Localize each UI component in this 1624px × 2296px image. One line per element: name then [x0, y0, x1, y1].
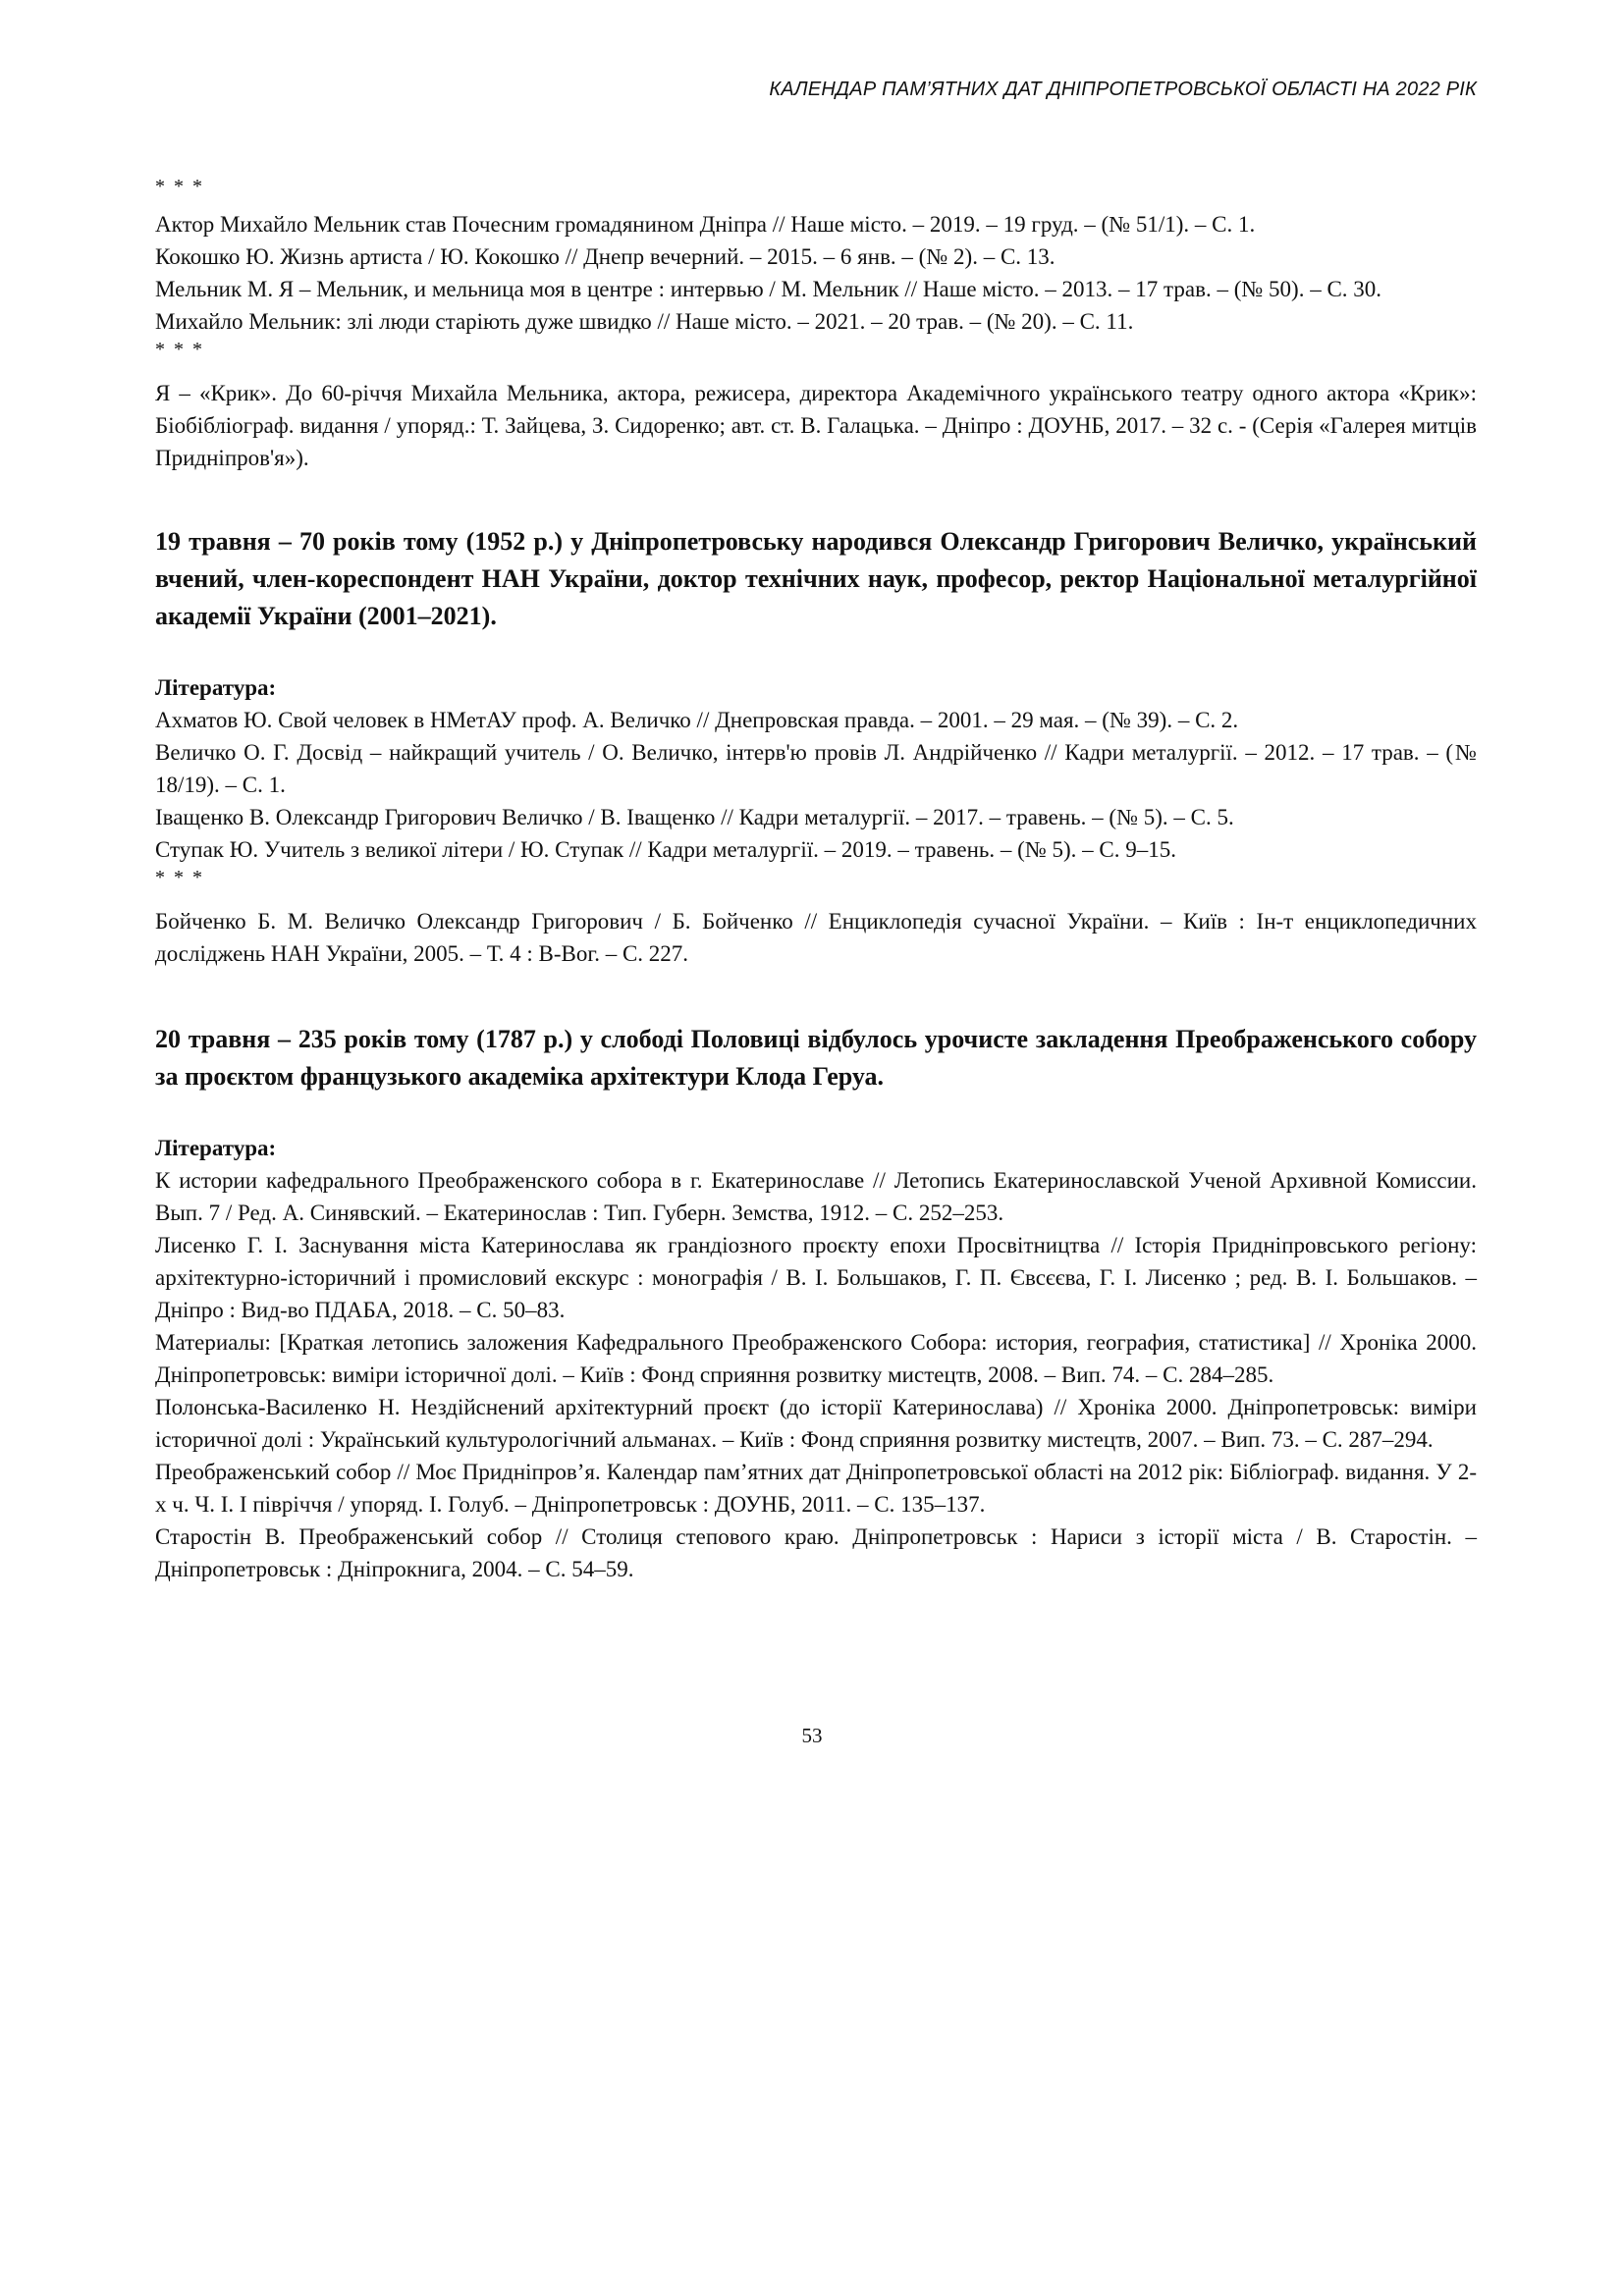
bibliography-entry: Михайло Мельник: злі люди старіють дуже швидко // Наше місто. – 2021. – 20 трав. – (№ 20). – С. 11.	[155, 309, 1134, 334]
event-section-cathedral	[155, 1021, 1477, 1585]
bibliography-entry: Ступак Ю. Учитель з великої літери / Ю. Ступак // Кадри металургії. – 2019. – травень. – (№ 5). – С. 9–15.	[155, 837, 1177, 862]
bibliography-entry: Актор Михайло Мельник став Почесним громадянином Дніпра // Наше місто. – 2019. – 19 груд. – (№ 51/1). – С. 1.	[155, 212, 1256, 237]
bibliography-entry: Лисенко Г. І. Заснування міста Катеринослава як грандіозного проєкту епохи Просвітництва // Історія Придніпровського регіону: архітектурно-історичний і промисловий екскурс : монографія / В. І. Большаков, Г. П. Євсєєва, Г. І. Лисенко ; ред. В. І. Большаков. – Дніпро : Вид-во ПДАБА, 2018. – С. 50–83.	[155, 1233, 1477, 1322]
event-title: 19 травня – 70 років тому (1952 р.) у Дніпропетровську народився Олександр Григорович Величко, український вчений, член-кореспондент НАН України, доктор технічних наук, професор, ректор Національної металургійної академії України (2001–2021).	[155, 527, 1477, 630]
page-number: 53	[801, 1724, 823, 1747]
event-title: 20 травня – 235 років тому (1787 р.) у слободі Половиці відбулось урочисте закладення Преображенського собору за проєктом французького академіка архітектури Клода Геруа.	[155, 1025, 1477, 1091]
bibliography-entry: Ахматов Ю. Свой человек в НМетАУ проф. А. Величко // Днепровская правда. – 2001. – 29 мая. – (№ 39). – С. 2.	[155, 708, 1239, 732]
bibliography-entry: К истории кафедрального Преображенского собора в г. Екатеринославе // Летопись Екатеринославской Ученой Архивной Комиссии. Вып. 7 / Ред. А. Синявский. – Екатеринослав : Тип. Губерн. Земства, 1912. – С. 252–253.	[155, 1168, 1477, 1225]
event-section-velychko	[155, 523, 1477, 970]
bibliography-entry: Бойченко Б. М. Величко Олександр Григорович / Б. Бойченко // Енциклопедія сучасної України. – Київ : Ін-т енциклопедичних досліджень НАН України, 2005. – Т. 4 : В-Вог. – С. 227.	[155, 909, 1477, 966]
bibliography-block-melnyk	[155, 175, 1477, 474]
bibliography-entry: Старостін В. Преображенський собор // Столиця степового краю. Дніпропетровськ : Нариси з історії міста / В. Старостін. – Дніпропетровськ : Дніпрокнига, 2004. – С. 54–59.	[155, 1524, 1477, 1581]
bibliography-entry: Полонська-Василенко Н. Нездійснений архітектурний проєкт (до історії Катеринослава) // Хроніка 2000. Дніпропетровськ: виміри історичної долі : Український культурологічний альманах. – Київ : Фонд сприяння розвитку мистецтв, 2007. – Вип. 73. – С. 287–294.	[155, 1395, 1477, 1452]
bibliography-entry: Преображенський собор // Моє Придніпров’я. Календар пам’ятних дат Дніпропетровської області на 2012 рік: Бібліограф. видання. У 2-х ч. Ч. І. І півріччя / упоряд. І. Голуб. – Дніпропетровськ : ДОУНБ, 2011. – С. 135–137.	[155, 1460, 1477, 1517]
separator: * * *	[155, 176, 204, 197]
literature-label: Література:	[155, 1136, 277, 1160]
separator: * * *	[155, 867, 204, 888]
running-header: КАЛЕНДАР ПАМ’ЯТНИХ ДАТ ДНІПРОПЕТРОВСЬКОЇ ОБЛАСТІ НА 2022 РІК	[769, 79, 1477, 100]
page-body	[155, 175, 1477, 1585]
bibliography-entry: Я – «Крик». До 60-річчя Михайла Мельника, актора, режисера, директора Академічного українського театру одного актора «Крик»: Біобібліограф. видання / упоряд.: Т. Зайцева, З. Сидоренко; авт. ст. В. Галацька. – Дніпро : ДОУНБ, 2017. – 32 с. - (Серія «Галерея митців Придніпров'я»).	[155, 381, 1477, 470]
separator: * * *	[155, 339, 204, 360]
bibliography-entry: Мельник М. Я – Мельник, и мельница моя в центре : интервью / М. Мельник // Наше місто. – 2013. – 17 трав. – (№ 50). – С. 30.	[155, 277, 1382, 301]
bibliography-entry: Кокошко Ю. Жизнь артиста / Ю. Кокошко // Днепр вечерний. – 2015. – 6 янв. – (№ 2). – С. 13.	[155, 244, 1056, 269]
bibliography-entry: Материалы: [Краткая летопись заложения Кафедрального Преображенского Собора: история, география, статистика] // Хроніка 2000. Дніпропетровськ: виміри історичної долі. – Київ : Фонд сприяння розвитку мистецтв, 2008. – Вип. 74. – С. 284–285.	[155, 1330, 1477, 1387]
literature-label: Література:	[155, 675, 277, 700]
bibliography-entry: Іващенко В. Олександр Григорович Величко / В. Іващенко // Кадри металургії. – 2017. – травень. – (№ 5). – С. 5.	[155, 805, 1234, 829]
bibliography-entry: Величко О. Г. Досвід – найкращий учитель / О. Величко, інтерв'ю провів Л. Андрійченко // Кадри металургії. – 2012. – 17 трав. – (№ 18/19). – С. 1.	[155, 740, 1477, 797]
